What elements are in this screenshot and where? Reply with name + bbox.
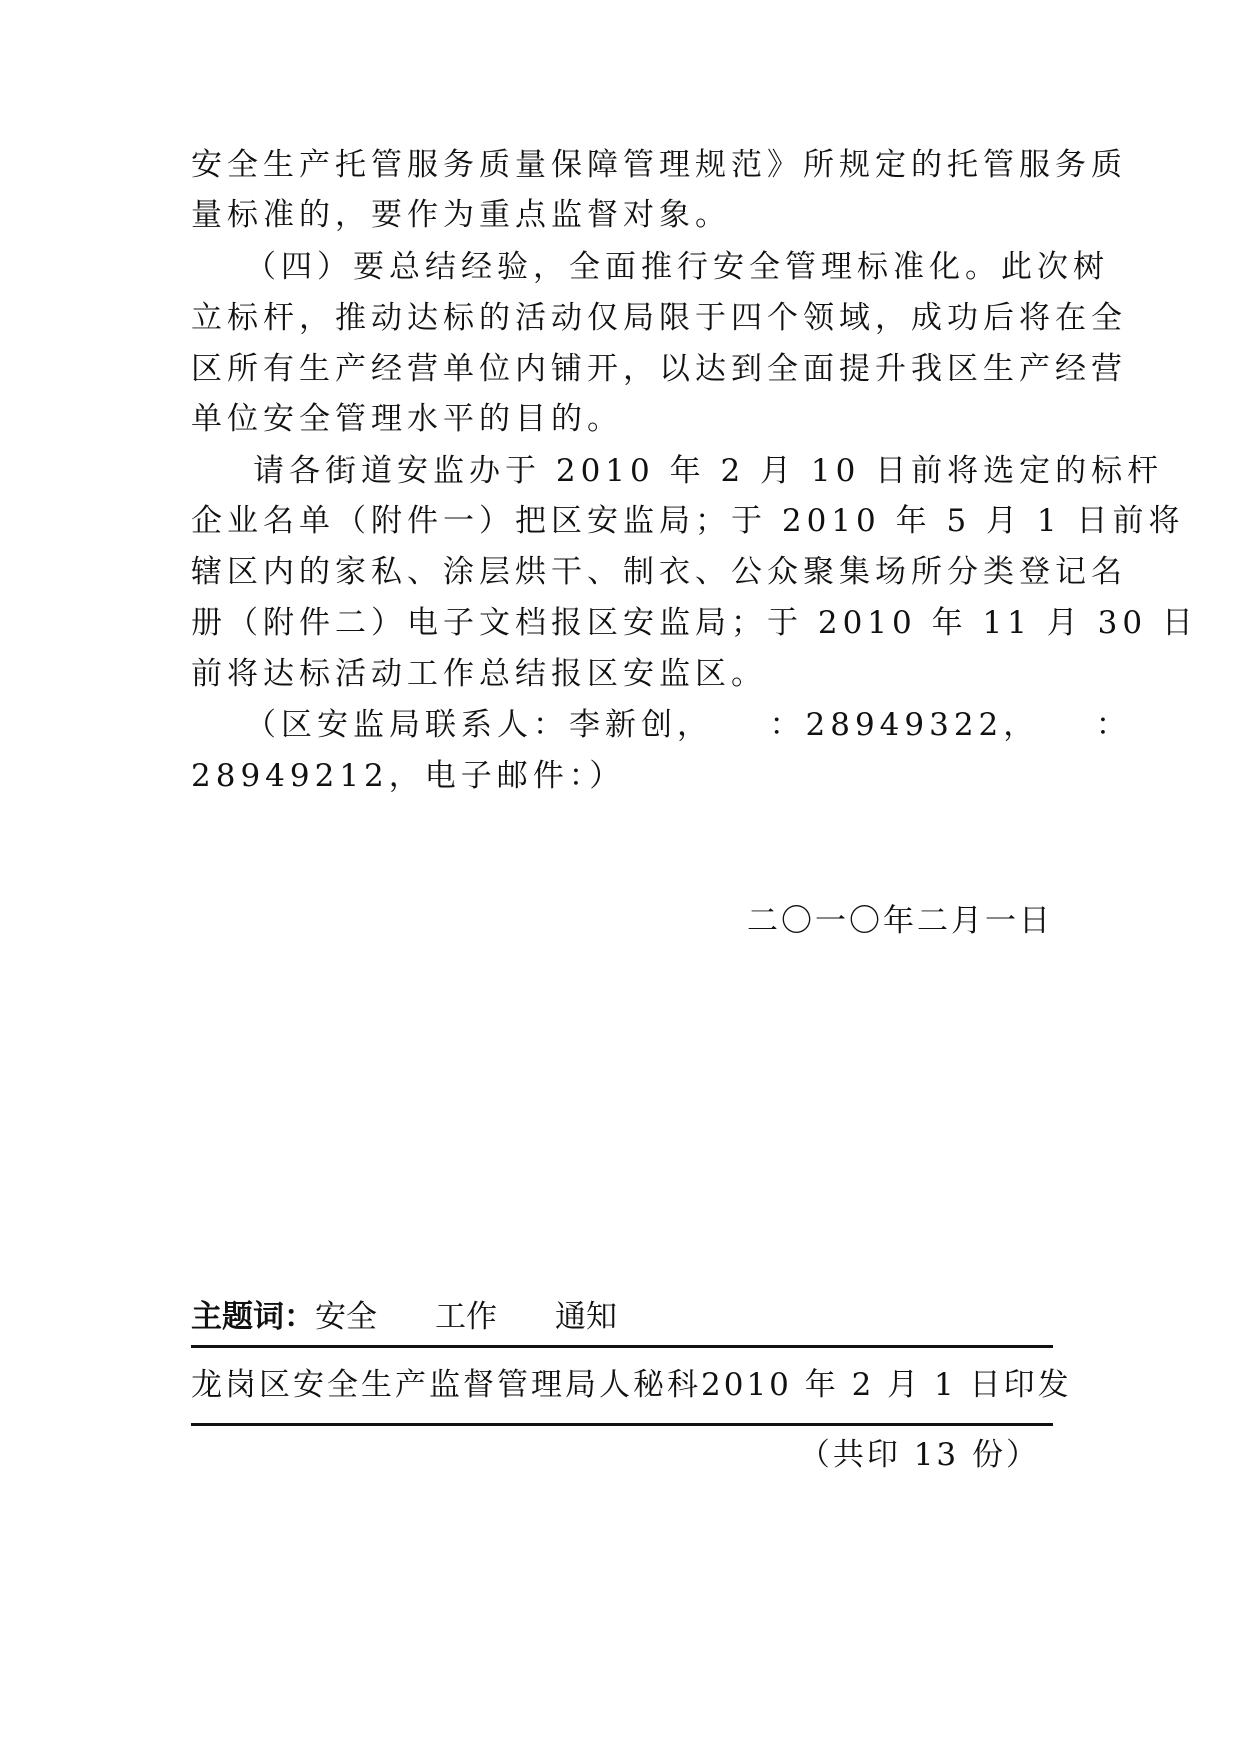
body-line: 量标准的，要作为重点监督对象。 bbox=[191, 197, 731, 233]
body-line: （四）要总结经验，全面推行安全管理标准化。此次树 bbox=[245, 249, 1109, 285]
body-line: 安全生产托管服务质量保障管理规范》所规定的托管服务质 bbox=[191, 147, 1127, 183]
keyword-item: 工作 bbox=[435, 1299, 497, 1335]
body-line: 区所有生产经营单位内铺开，以达到全面提升我区生产经营 bbox=[191, 351, 1127, 387]
copies-count: （共印 13 份） bbox=[798, 1437, 1040, 1473]
issue-info bbox=[191, 1367, 1072, 1403]
issue-date: 2010 年 2 月 1 日印发 bbox=[701, 1367, 1072, 1403]
subject-keywords bbox=[191, 1299, 617, 1335]
body-line: 28949212，电子邮件：） bbox=[191, 758, 626, 794]
body-line: 立标杆，推动达标的活动仅局限于四个领域，成功后将在全 bbox=[191, 300, 1127, 336]
body-line: 单位安全管理水平的目的。 bbox=[191, 401, 623, 437]
body-line: （区安监局联系人：李新创， ：28949322， ： bbox=[245, 707, 1132, 743]
keyword-item: 通知 bbox=[555, 1299, 617, 1335]
body-line: 企业名单（附件一）把区安监局；于 2010 年 5 月 1 日前将 bbox=[191, 503, 1185, 539]
document-date: 二〇一〇年二月一日 bbox=[747, 903, 1053, 939]
body-line: 请各街道安监办于 2010 年 2 月 10 日前将选定的标杆 bbox=[253, 453, 1164, 489]
body-line: 前将达标活动工作总结报区安监区。 bbox=[191, 656, 767, 692]
body-line: 册（附件二）电子文档报区安监局；于 2010 年 11 月 30 日 bbox=[191, 605, 1198, 641]
divider-line bbox=[191, 1345, 1053, 1348]
keyword-item: 安全 bbox=[315, 1299, 377, 1335]
issuer-name: 龙岗区安全生产监督管理局人秘科 bbox=[191, 1367, 701, 1403]
keywords-label: 主题词： bbox=[191, 1299, 315, 1335]
body-line: 辖区内的家私、涂层烘干、制衣、公众聚集场所分类登记名 bbox=[191, 554, 1127, 590]
divider-line bbox=[191, 1423, 1053, 1426]
